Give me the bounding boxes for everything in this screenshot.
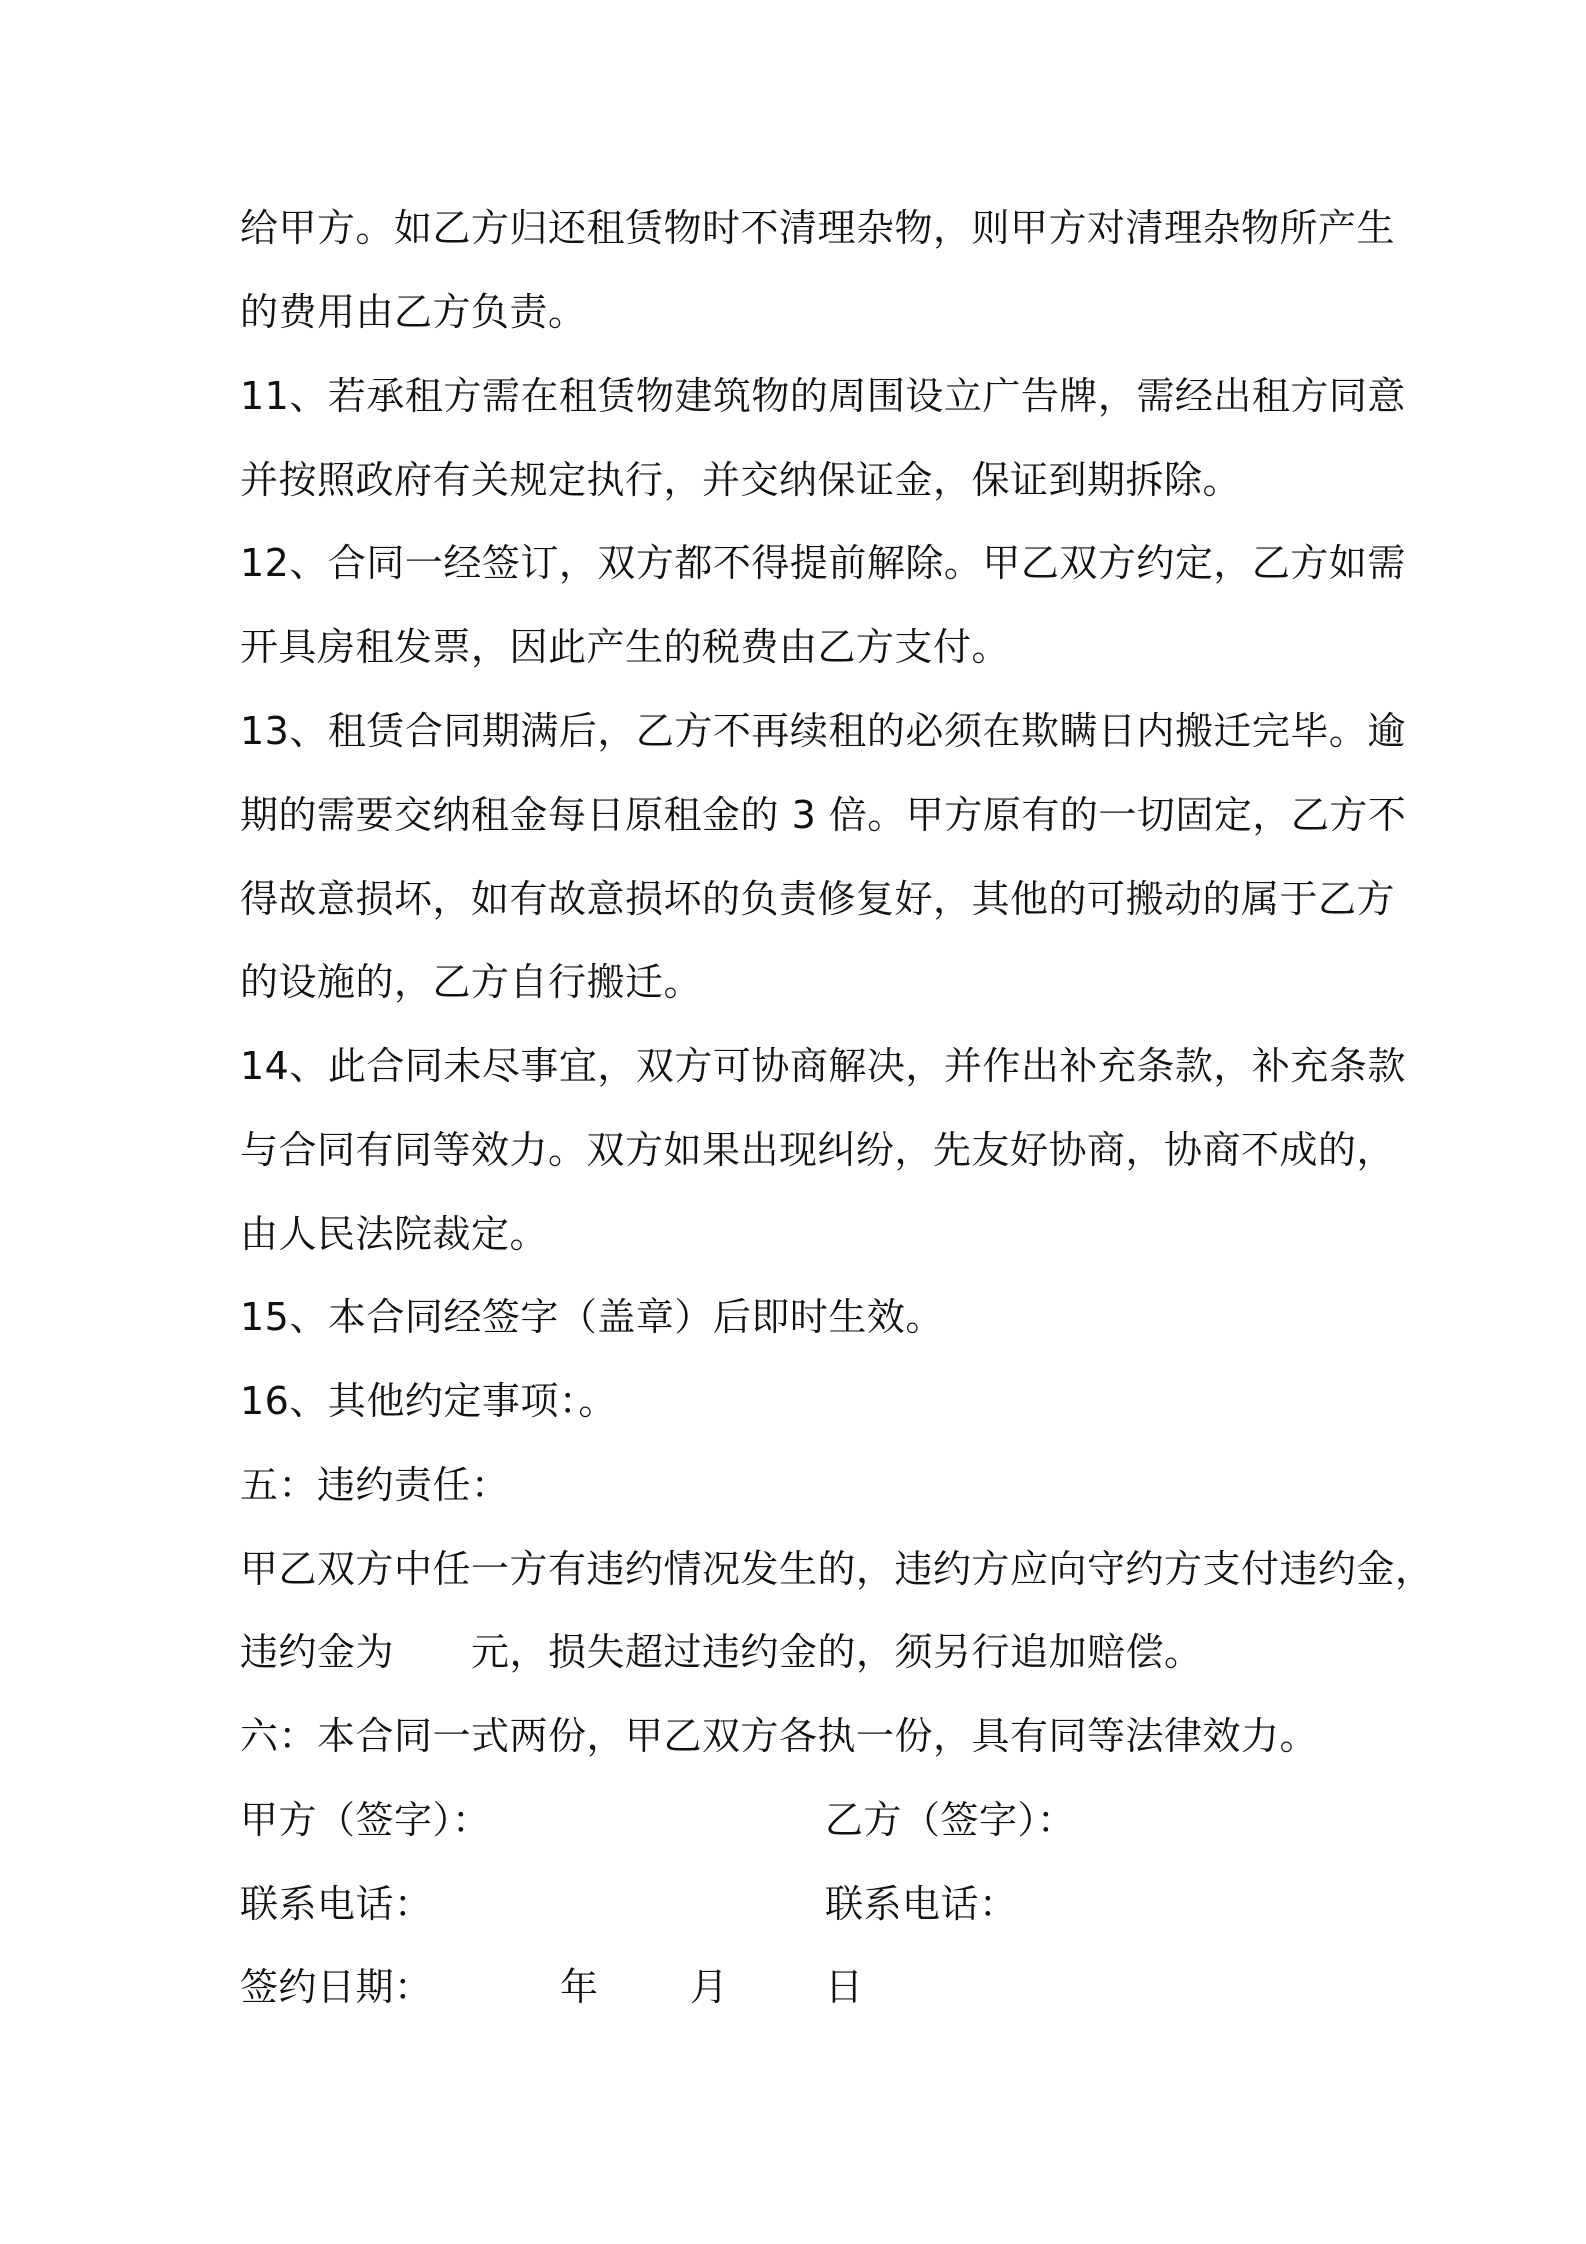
clause-16: 16、其他约定事项：。 bbox=[240, 1379, 617, 1423]
body-line: 与合同有同等效力。双方如果出现纠纷，先友好协商，协商不成的， bbox=[240, 1128, 1396, 1172]
sign-date-label: 签约日期： bbox=[240, 1965, 433, 2009]
party-a-sign-label: 甲方（签字）： bbox=[240, 1798, 491, 1842]
date-day-label: 日 bbox=[825, 1965, 864, 2009]
clause-12: 12、合同一经签订，双方都不得提前解除。甲乙双方约定，乙方如需 bbox=[240, 541, 1406, 585]
body-line: 并按照政府有关规定执行，并交纳保证金，保证到期拆除。 bbox=[240, 458, 1242, 502]
section-breach-heading: 五：违约责任： bbox=[240, 1463, 510, 1507]
body-line: 甲乙双方中任一方有违约情况发生的，违约方应向守约方支付违约金， bbox=[240, 1547, 1434, 1591]
clause-11: 11、若承租方需在租赁物建筑物的周围设立广告牌，需经出租方同意 bbox=[240, 374, 1406, 418]
body-line: 的费用由乙方负责。 bbox=[240, 290, 587, 334]
body-line: 得故意损坏，如有故意损坏的负责修复好，其他的可搬动的属于乙方 bbox=[240, 877, 1396, 921]
body-line: 的设施的，乙方自行搬迁。 bbox=[240, 960, 703, 1004]
body-line: 期的需要交纳租金每日原租金的 3 倍。甲方原有的一切固定，乙方不 bbox=[240, 793, 1407, 837]
date-year-label: 年 bbox=[560, 1965, 599, 2009]
clause-15: 15、本合同经签字（盖章）后即时生效。 bbox=[240, 1295, 944, 1339]
body-line: 违约金为 元，损失超过违约金的，须另行追加赔偿。 bbox=[240, 1630, 1203, 1674]
date-month-label: 月 bbox=[690, 1965, 729, 2009]
party-b-sign-label: 乙方（签字）： bbox=[825, 1798, 1076, 1842]
party-b-phone-label: 联系电话： bbox=[825, 1882, 1018, 1926]
body-line: 由人民法院裁定。 bbox=[240, 1212, 549, 1256]
clause-13: 13、租赁合同期满后，乙方不再续租的必须在欺瞒日内搬迁完毕。逾 bbox=[240, 709, 1406, 753]
section-copies: 六：本合同一式两份，甲乙双方各执一份，具有同等法律效力。 bbox=[240, 1714, 1319, 1758]
body-line: 给甲方。如乙方归还租赁物时不清理杂物，则甲方对清理杂物所产生 bbox=[240, 206, 1396, 250]
clause-14: 14、此合同未尽事宜，双方可协商解决，并作出补充条款，补充条款 bbox=[240, 1044, 1406, 1088]
body-line: 开具房租发票，因此产生的税费由乙方支付。 bbox=[240, 625, 1011, 669]
party-a-phone-label: 联系电话： bbox=[240, 1882, 433, 1926]
